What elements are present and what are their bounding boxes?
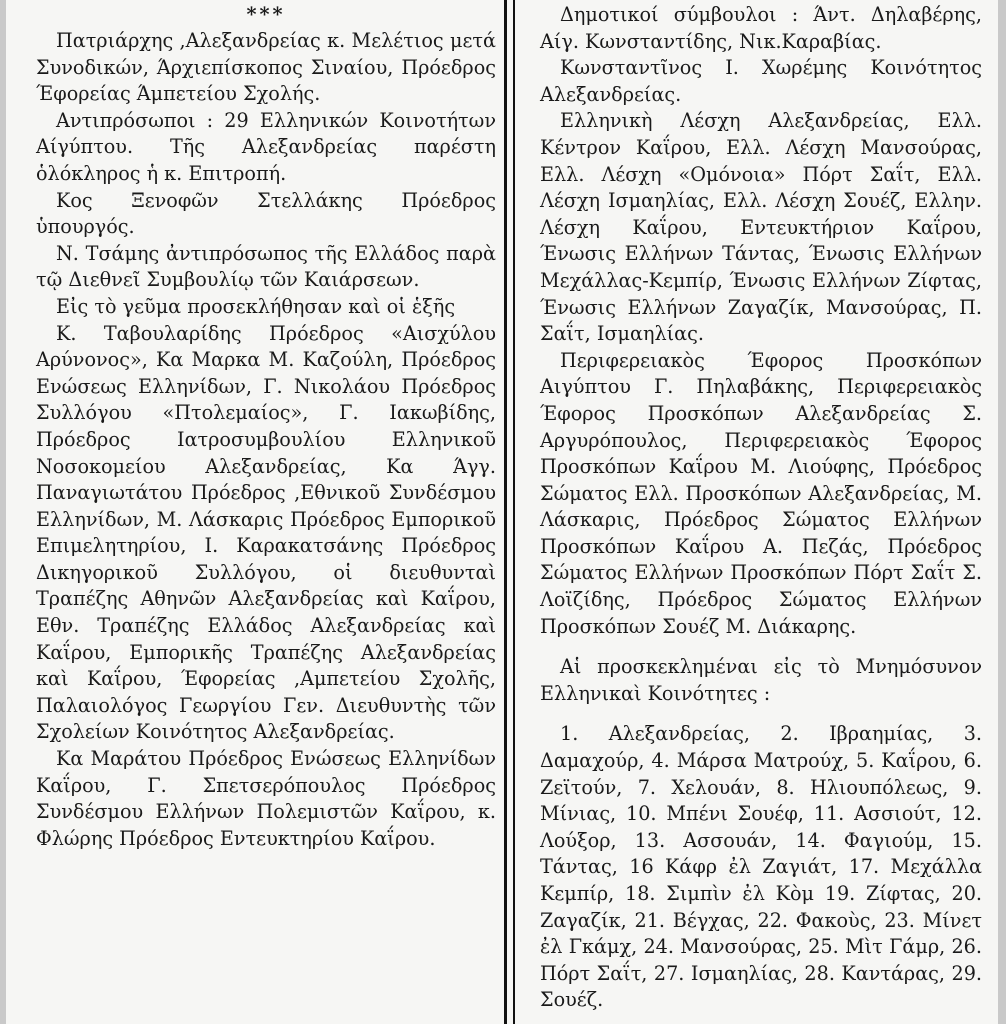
paragraph-gap xyxy=(540,640,982,654)
paragraph-cairo-guests: Κα Μαράτου Πρόεδρος Ενώσεως Ελληνίδων Καΐρου, Γ. Σπετσερόπουλος Πρόεδρος Συνδέσμου Ελλήνων Πολεμιστῶν Καΐρου, κ. Φλώρης Πρόεδρος Εντευκτηρίου Καΐρου. xyxy=(36,747,496,850)
column-divider-right xyxy=(513,0,515,1024)
paragraph-invited-intro: Εἰς τὸ γεῦμα προσεκλήθησαν καὶ οἱ ἑξῆς xyxy=(56,294,456,318)
paragraph-patriarch: Πατριάρχης ,Αλεξανδρείας κ. Μελέτιος μετά Συνοδικών, Άρχιεπίσκοπος Σιναίου, Πρόεδρος Έφορείας Άμπετείου Σχολής. xyxy=(36,29,496,106)
paragraph-memorial-intro: Αἱ προσκεκλημέναι εἰς τὸ Μνημόσυνον Ελληνικαὶ Κοινότητες : xyxy=(540,655,982,705)
paragraph-tsamis: Ν. Τσάμης ἀντιπρόσωπος τῆς Ελλάδος παρὰ τῷ Διεθνεῖ Συμβουλίῳ τῶν Καιάρσεων. xyxy=(36,241,496,292)
left-column xyxy=(14,0,502,1024)
paragraph-choremis: Κωνσταντῖνος Ι. Χωρέμης Κοινότητος Αλεξανδρείας. xyxy=(540,56,982,106)
paragraph-stellakis: Κος Ξενοφῶν Στελλάκης Πρόεδρος ὑπουργός. xyxy=(36,188,496,239)
paragraph-representatives: Αντιπρόσωποι : 29 Ελληνικών Κοινοτήτων Αίγύπτου. Τῆς Αλεξανδρείας παρέστη ὁλόκληρος ἡ κ. Επιτροπή. xyxy=(36,108,496,185)
paragraph-councillors: Δημοτικοί σύμβουλοι : Άντ. Δηλαβέρης, Αίγ. Κωνσταντίδης, Νικ.Καραβίας. xyxy=(540,3,982,53)
paragraph-invited-list: Κ. Ταβουλαρίδης Πρόεδρος «Αισχύλου Αρύνονος», Κα Μαρκα Μ. Καζούλη, Πρόεδρος Ενώσεως Ελληνίδων, Γ. Νικολάου Πρόεδρος Συλλόγου «Πτολεμαίος», Γ. Ιακωβίδης, Πρόεδρος Ιατροσυμβουλίου Ελληνικοῦ Νοσοκομείου Αλεξανδρείας, Κα Άγγ. Παναγιωτάτου Πρόεδρος ,Εθνικοῦ Συνδέσμου Ελληνίδων, Μ. Λάσκαρις Πρόεδρος Εμπορικοῦ Επιμελητηρίου, Ι. Καρακατσάνης Πρόεδρος Δικηγορικοῦ Συλλόγου, οἱ διευθυνταὶ Τραπέζης Αθηνῶν Αλεξανδρείας καὶ Καΐρου, Εθν. Τραπέζης Ελλάδος Αλεξανδρείας καὶ Καΐρου, Εμπορικῆς Τραπέζης Αλεξανδρείας καὶ Καΐρου, Έφορείας ,Αμπετείου Σχολῆς, Παλαιολόγος Γεωργίου Γεν. Διευθυντὴς τῶν Σχολείων Κοινότητος Αλεξανδρείας. xyxy=(36,321,496,744)
left-page-edge xyxy=(0,0,6,1024)
right-page-edge xyxy=(998,0,1006,1024)
right-column xyxy=(518,0,994,1024)
section-ornament: *** xyxy=(246,3,286,26)
paragraph-clubs: Ελληνικὴ Λέσχη Αλεξανδρείας, Ελλ. Κέντρον Καΐρου, Ελλ. Λέσχη Μανσούρας, Ελλ. Λέσχη «Ομόνοια» Πόρτ Σαΐτ, Ελλ. Λέσχη Ισμαηλίας, Ελλ. Λέσχη Σουέζ, Ελλην. Λέσχη Καΐρου, Εντευκτήριον Καΐρου, Ένωσις Ελλήνων Τάντας, Ένωσις Ελλήνων Μεχάλλας-Κεμπίρ, Ένωσις Ελλήνων Ζίφτας, Ένωσις Ελλήνων Ζαγαζίκ, Μανσούρας, Π. Σαΐτ, Ισμαηλίας. xyxy=(540,109,982,346)
paragraph-scouts: Περιφερειακὸς Έφορος Προσκόπων Αιγύπτου Γ. Πηλαβάκης, Περιφερειακὸς Έφορος Προσκόπων Αλεξανδρείας Σ. Αργυρόπουλος, Περιφερειακὸς Έφορος Προσκόπων Καΐρου Μ. Λιούφης, Πρόεδρος Σώματος Ελλ. Προσκόπων Αλεξανδρείας, Μ. Λάσκαρις, Πρόεδρος Σώματος Ελλήνων Προσκόπων Καΐρου Α. Πεζάς, Πρόεδρος Σώματος Ελλήνων Προσκόπων Πόρτ Σαΐτ Σ. Λοϊζίδης, Πρόεδρος Σώματος Ελλήνων Προσκόπων Σουέζ Μ. Διάκαρης. xyxy=(540,348,982,638)
paragraph-gap xyxy=(540,707,982,721)
paragraph-communities-list: 1. Αλεξανδρείας, 2. Ιβραημίας, 3. Δαμαχούρ, 4. Μάρσα Ματρούχ, 5. Καΐρου, 6. Ζεϊτούν, 7. Χελουάν, 8. Ηλιουπόλεως, 9. Μίνιας, 10. Μπένι Σουέφ, 11. Ασσιούτ, 12. Λούξορ, 13. Ασσουάν, 14. Φαγιούμ, 15. Τάντας, 16 Κάφρ ἐλ Ζαγιάτ, 17. Μεχάλλα Κεμπίρ, 18. Σιμπὶν ἐλ Κὸμ 19. Ζίφτας, 20. Ζαγαζίκ, 21. Βέγχας, 22. Φακοὺς, 23. Μίνετ ἐλ Γκάμχ, 24. Μανσούρας, 25. Μὶτ Γάμρ, 26. Πόρτ Σαΐτ, 27. Ισμαηλίας, 28. Καντάρας, 29. Σουέζ. xyxy=(540,722,982,1012)
column-divider-left xyxy=(504,0,507,1024)
